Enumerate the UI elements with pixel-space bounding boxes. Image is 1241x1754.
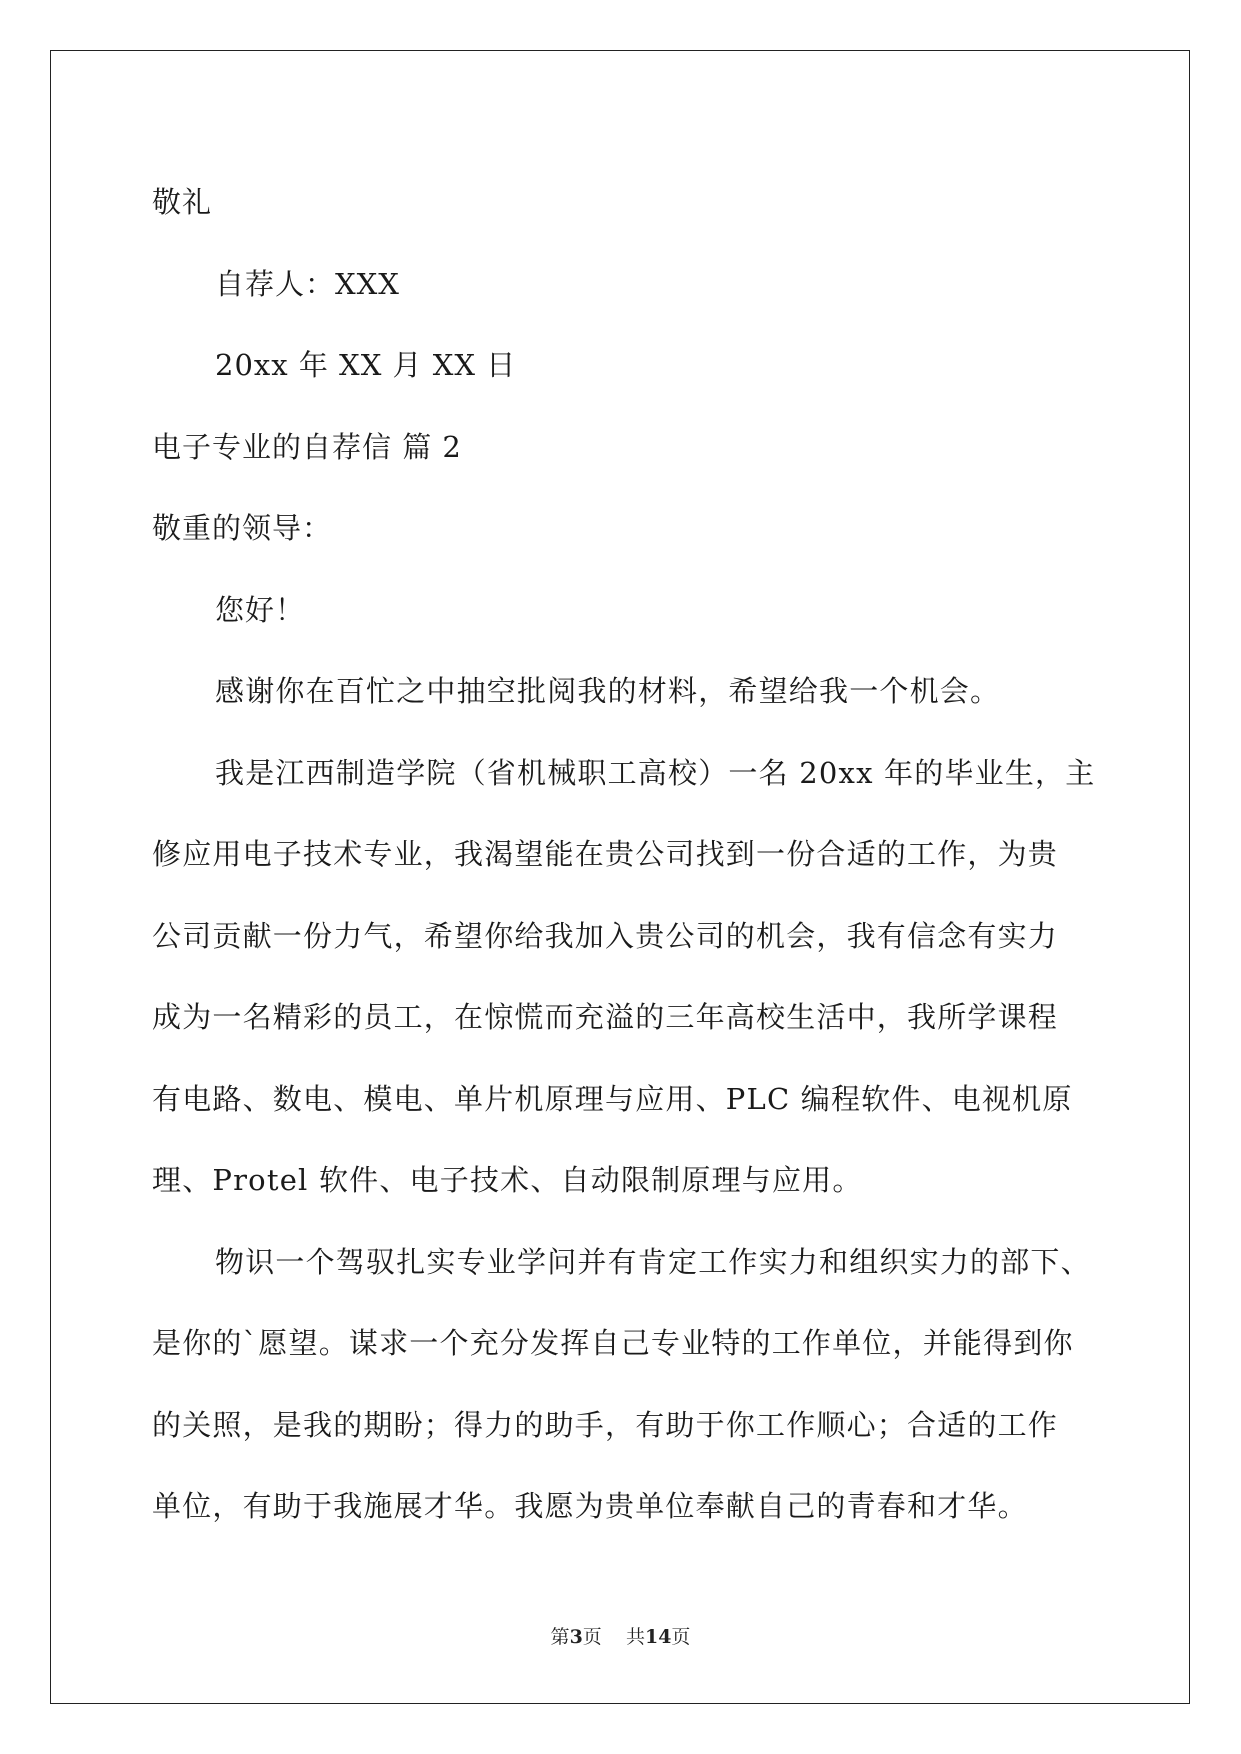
page-footer (0, 1622, 1241, 1649)
greeting: 您好！ (215, 592, 306, 627)
paragraph-2-line: 公司贡献一份力气，希望你给我加入贵公司的机会，我有信念有实力 (152, 918, 1059, 953)
page-prefix: 第 (550, 1626, 570, 1648)
paragraph-3 (152, 1222, 1092, 1548)
paragraph-2 (152, 733, 1096, 1222)
section-title: 电子专业的自荐信 篇 2 (152, 429, 462, 464)
paragraph-2-line: 成为一名精彩的员工，在惊慌而充溢的三年高校生活中，我所学课程 (152, 1000, 1059, 1034)
paragraph-2-line: 有电路、数电、模电、单片机原理与应用、PLC 编程软件、电视机原 (152, 1081, 1073, 1116)
date: 20xx 年 XX 月 XX 日 (215, 348, 517, 382)
letter-body (152, 162, 1096, 1548)
paragraph-3-line: 的关照，是我的期盼；得力的助手，有助于你工作顺心；合适的工作 (152, 1407, 1059, 1442)
page-mid: 页 共 (582, 1626, 645, 1648)
paragraph-3-line: 物识一个驾驭扎实专业学问并有肯定工作实力和组织实力的部下、 (215, 1244, 1091, 1279)
closing: 敬礼 (152, 185, 213, 219)
salutation: 敬重的领导： (152, 511, 333, 545)
paragraph-3-line: 是你的`愿望。谋求一个充分发挥自己专业特的工作单位，并能得到你 (152, 1326, 1074, 1360)
page-total: 14 (644, 1626, 672, 1648)
page-suffix: 页 (671, 1626, 691, 1648)
paragraph-3-line: 单位，有助于我施展才华。我愿为贵单位奉献自己的青春和才华。 (152, 1489, 1028, 1523)
paragraph-1: 感谢你在百忙之中抽空批阅我的材料，希望给我一个机会。 (215, 674, 1001, 708)
paragraph-2-line: 我是江西制造学院（省机械职工高校）一名 20xx 年的毕业生，主 (215, 755, 1096, 790)
paragraph-2-line: 修应用电子技术专业，我渴望能在贵公司找到一份合适的工作，为贵 (152, 837, 1059, 871)
page-current: 3 (569, 1626, 583, 1648)
paragraph-2-line: 理、Protel 软件、电子技术、自动限制原理与应用。 (152, 1163, 863, 1197)
signer: 自荐人：XXX (215, 266, 400, 301)
